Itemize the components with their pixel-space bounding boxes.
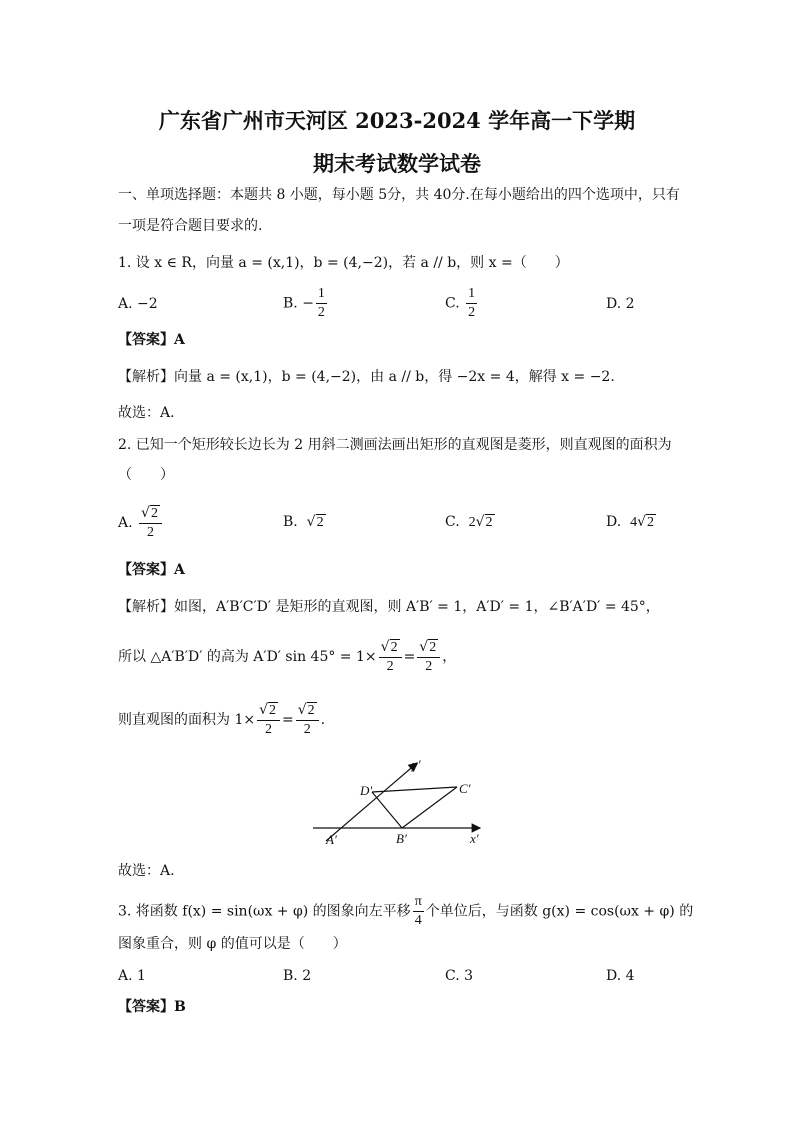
q3-stem-line1-a: 3. 将函数 f(x) = sin(ωx + φ) 的图象向左平移 <box>118 903 411 920</box>
edge-bd <box>372 792 402 828</box>
label-a: A′ <box>326 832 337 847</box>
edge-cb <box>402 787 457 828</box>
q2-option-d-coefficient: 4 <box>630 515 638 530</box>
q2-option-b-radicand: 2 <box>316 515 324 530</box>
q2-option-d-radicand: 2 <box>647 515 655 530</box>
label-y-axis: y′ <box>412 757 421 772</box>
label-b: B′ <box>396 831 407 846</box>
q2-stem-line1: 2. 已知一个矩形较长边长为 2 用斜二测画法画出矩形的直观图是菱形，则直观图的面积为 <box>118 437 672 453</box>
section-instructions-line2: 一项是符合题目要求的. <box>118 218 263 234</box>
q1-option-c-denominator: 2 <box>468 305 476 320</box>
q3-pi: π <box>413 893 424 912</box>
q3-option-a: A. 1 <box>118 968 146 984</box>
q1-option-a: A. −2 <box>118 296 158 312</box>
label-c: C′ <box>459 781 471 796</box>
q2-option-a-radicand: 2 <box>150 506 158 521</box>
q2-analysis-line2-equals: = <box>403 649 416 665</box>
q1-option-b-prefix: B. − <box>283 295 314 312</box>
q1-option-c <box>445 285 479 322</box>
q2-answer: 【答案】A <box>118 562 185 578</box>
q2-option-a: A. $\frac{√2}{2}$ <box>118 504 164 542</box>
q2-analysis-line3-prefix: 则直观图的面积为 1× <box>118 712 256 728</box>
q2-analysis-line3: 则直观图的面积为 1× $\frac{√2}{2}$ = $\frac{√2}{2}$ . <box>118 702 326 737</box>
q1-answer: 【答案】A <box>118 332 185 348</box>
q1-option-b-numerator: 1 <box>316 285 327 304</box>
q3-option-b: B. 2 <box>283 968 312 984</box>
y-axis-line <box>326 763 417 841</box>
q2-analysis-line2-prefix: 所以 △A′B′D′ 的高为 A′D′ sin 45° = 1× <box>118 649 377 665</box>
q2-option-c-prefix: C. <box>445 514 460 530</box>
q3-stem-line2: 图象重合，则 φ 的值可以是（ ） <box>118 936 347 952</box>
label-d: D′ <box>360 783 373 798</box>
section-instructions-line1: 一、单项选择题：本题共 8 小题，每小题 5分，共 40分.在每小题给出的四个选项中，只有 <box>118 187 680 203</box>
q1-option-d: D. 2 <box>606 296 635 312</box>
q2-analysis-line2: 所以 △A′B′D′ 的高为 A′D′ sin 45° = 1× $\frac{√2}{2}$ = $\frac{√2}{2}$ ， <box>118 639 457 674</box>
q1-option-c-numerator: 1 <box>466 285 477 304</box>
exam-title-line2: 期末考试数学试卷 <box>313 151 481 176</box>
q2-option-d-prefix: D. <box>606 514 622 530</box>
q3-stem-line1 <box>118 893 693 930</box>
q2-analysis-line3-end: . <box>320 712 326 728</box>
q2-option-b: B. √2 <box>283 514 324 530</box>
edge-dc <box>372 787 457 792</box>
q2-option-c-coefficient: 2 <box>468 515 476 530</box>
label-x-axis: x′ <box>470 831 479 846</box>
q2-analysis-line1: 【解析】如图，A′B′C′D′ 是矩形的直观图，则 A′B′ = 1，A′D′ = 1，∠B′A′D′ = 45°， <box>118 599 660 615</box>
q2-option-a-denominator: 2 <box>146 525 154 540</box>
parallelogram-figure <box>300 755 500 850</box>
q2-conclusion: 故选：A. <box>118 863 175 879</box>
q1-analysis: 【解析】向量 a = (x,1)，b = (4,−2)，由 a // b，得 −2x = 4，解得 x = −2. <box>118 369 615 385</box>
q3-answer: 【答案】B <box>118 999 186 1015</box>
q2-option-a-prefix: A. <box>118 515 133 531</box>
q1-stem: 1. 设 x ∈ R，向量 a = (x,1)，b = (4,−2)，若 a // b，则 x =（ ） <box>118 255 569 271</box>
q1-option-b <box>283 285 329 322</box>
exam-title-line1: 广东省广州市天河区 2023-2024 学年高一下学期 <box>158 108 636 133</box>
q2-option-c-radicand: 2 <box>485 515 493 530</box>
q1-option-b-denominator: 2 <box>317 305 325 320</box>
q1-conclusion: 故选：A. <box>118 405 175 421</box>
q3-option-c: C. 3 <box>445 968 474 984</box>
q2-option-c: C. 2√2 <box>445 514 493 530</box>
q2-analysis-line2-end: ， <box>442 649 457 665</box>
q3-option-d: D. 4 <box>606 968 635 984</box>
q3-four: 4 <box>414 913 422 928</box>
q2-option-b-prefix: B. <box>283 514 298 530</box>
q2-stem-line2: （ ） <box>118 467 174 483</box>
q3-stem-line1-b: 个单位后，与函数 g(x) = cos(ωx + φ) 的 <box>425 903 694 920</box>
q2-option-d: D. 4√2 <box>606 514 655 530</box>
q2-analysis-line3-equals: = <box>282 712 294 728</box>
q1-option-c-prefix: C. <box>445 295 460 312</box>
